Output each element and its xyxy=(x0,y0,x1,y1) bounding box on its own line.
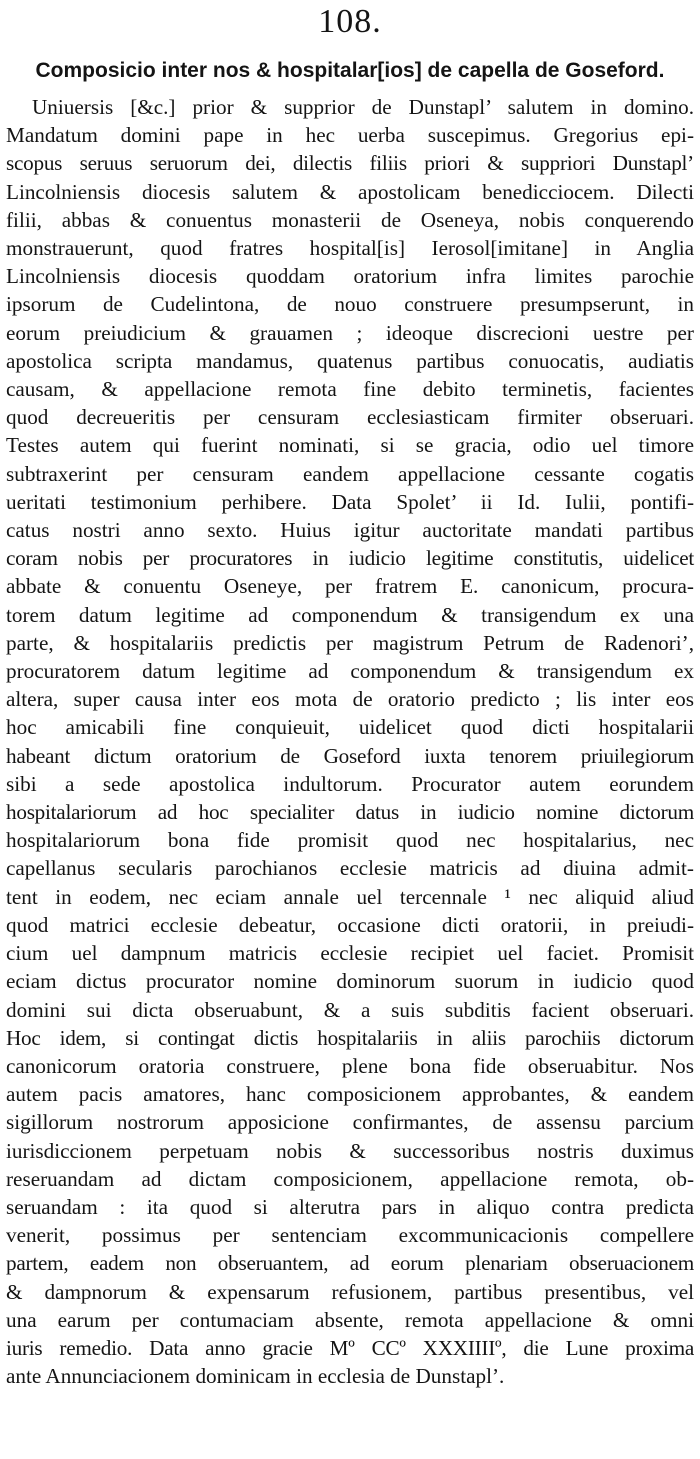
body-line: parte, & hospitalariis predictis per magistrum Petrum de Radenori’, xyxy=(6,630,694,655)
body-line: venerit, possimus per sentenciam excommunicacionis compellere xyxy=(6,1223,694,1248)
body-line: iuris remedio. Data anno gracie Mº CCº XXXIIIIº, die Lune proxima xyxy=(6,1335,694,1360)
body-line: eorum preiudicium & grauamen ; ideoque discrecioni uestre per xyxy=(6,320,694,345)
body-line: Uniuersis [&c.] prior & supprior de Dunstapl’ salutem in domino. xyxy=(32,95,694,119)
body-line: tent in eodem, nec eciam annale uel tercennale ¹ nec aliquid aliud xyxy=(6,884,694,909)
body-line: abbate & conuentu Oseneye, per fratrem E. canonicum, procura- xyxy=(6,574,694,599)
body-line: filii, abbas & conuentus monasterii de Oseneya, nobis conquerendo xyxy=(6,207,694,232)
document-title: Composicio inter nos & hospitalar[ios] de capella de Goseford. xyxy=(35,59,665,82)
body-line: capellanus secularis parochianos ecclesie matricis ad diuina admit- xyxy=(6,856,694,881)
body-line: autem pacis amatores, hanc composicionem approbantes, & eandem xyxy=(6,1082,694,1107)
body-line: eciam dictus procurator nomine dominorum suorum in iudicio quod xyxy=(6,969,694,994)
body-line: Testes autem qui fuerint nominati, si se gracia, odio uel timore xyxy=(6,433,694,458)
body-line: cium uel dampnum matricis ecclesie recipiet uel faciet. Promisit xyxy=(6,941,694,966)
body-line: Lincolniensis diocesis quoddam oratorium infra limites parochie xyxy=(6,264,694,289)
body-line: iurisdiccionem perpetuam nobis & successoribus nostris duximus xyxy=(6,1138,694,1163)
body-line: ipsorum de Cudelintona, de nouo construere presumpserunt, in xyxy=(6,292,694,317)
body-line: ante Annunciacionem dominicam in ecclesia de Dunstapl’. xyxy=(6,1364,505,1389)
body-line: canonicorum oratoria construere, plene bona fide obseruabitur. Nos xyxy=(6,1053,694,1078)
body-line: procuratorem datum legitime ad componendum & transigendum ex xyxy=(6,659,694,684)
body-line: & dampnorum & expensarum refusionem, partibus presentibus, vel xyxy=(6,1279,694,1304)
body-line: quod decreueritis per censuram ecclesiasticam firmiter obseruari. xyxy=(6,405,694,430)
body-line: apostolica scripta mandamus, quatenus partibus conuocatis, audiatis xyxy=(6,348,694,373)
body-line: subtraxerint per censuram eandem appellacione cessante cogatis xyxy=(6,461,694,486)
body-line: hospitalariorum bona fide promisit quod nec hospitalarius, nec xyxy=(6,828,694,853)
document-body xyxy=(6,93,694,1390)
body-line: catus nostri anno sexto. Huius igitur auctoritate mandati partibus xyxy=(6,518,694,543)
document-number: 108. xyxy=(318,3,382,40)
body-line: Lincolniensis diocesis salutem & apostolicam benedicciocem. Dilecti xyxy=(6,179,694,204)
body-line: monstrauerunt, quod fratres hospital[is] Ierosol[imitane] in Anglia xyxy=(6,236,694,261)
body-line: scopus seruus seruorum dei, dilectis filiis priori & suppriori Dunstapl’ xyxy=(6,151,694,176)
body-line: habeant dictum oratorium de Goseford iuxta tenorem priuilegiorum xyxy=(6,743,694,768)
body-line: sigillorum nostrorum apposicione confirmantes, de assensu parcium xyxy=(6,1110,694,1135)
body-line: hoc amicabili fine conquieuit, uidelicet quod dicti hospitalarii xyxy=(6,715,694,740)
body-line: Hoc idem, si contingat dictis hospitalariis in aliis parochiis dictorum xyxy=(6,1025,694,1050)
body-line: partem, eadem non obseruantem, ad eorum plenariam obseruacionem xyxy=(6,1251,694,1276)
body-line: sibi a sede apostolica indultorum. Procurator autem eorundem xyxy=(6,771,694,796)
body-line: seruandam : ita quod si alterutra pars in aliquo contra predicta xyxy=(6,1194,694,1219)
body-line: una earum per contumaciam absente, remota appellacione & omni xyxy=(6,1307,694,1332)
body-line: domini sui dicta obseruabunt, & a suis subditis facient obseruari. xyxy=(6,997,694,1022)
body-line: causam, & appellacione remota fine debito terminetis, facientes xyxy=(6,377,694,402)
body-line: coram nobis per procuratores in iudicio legitime constitutis, uidelicet xyxy=(6,546,694,571)
body-line: torem datum legitime ad componendum & transigendum ex una xyxy=(6,602,694,627)
body-line: ueritati testimonium perhibere. Data Spolet’ ii Id. Iulii, pontifi- xyxy=(6,489,694,514)
body-line: altera, super causa inter eos mota de oratorio predicto ; lis inter eos xyxy=(6,687,694,712)
body-line: reseruandam ad dictam composicionem, appellacione remota, ob- xyxy=(6,1166,694,1191)
body-line: hospitalariorum ad hoc specialiter datus in iudicio nomine dictorum xyxy=(6,800,694,825)
body-line: Mandatum domini pape in hec uerba suscepimus. Gregorius epi- xyxy=(6,123,694,148)
body-line: quod matrici ecclesie debeatur, occasione dicti oratorii, in preiudi- xyxy=(6,912,694,937)
